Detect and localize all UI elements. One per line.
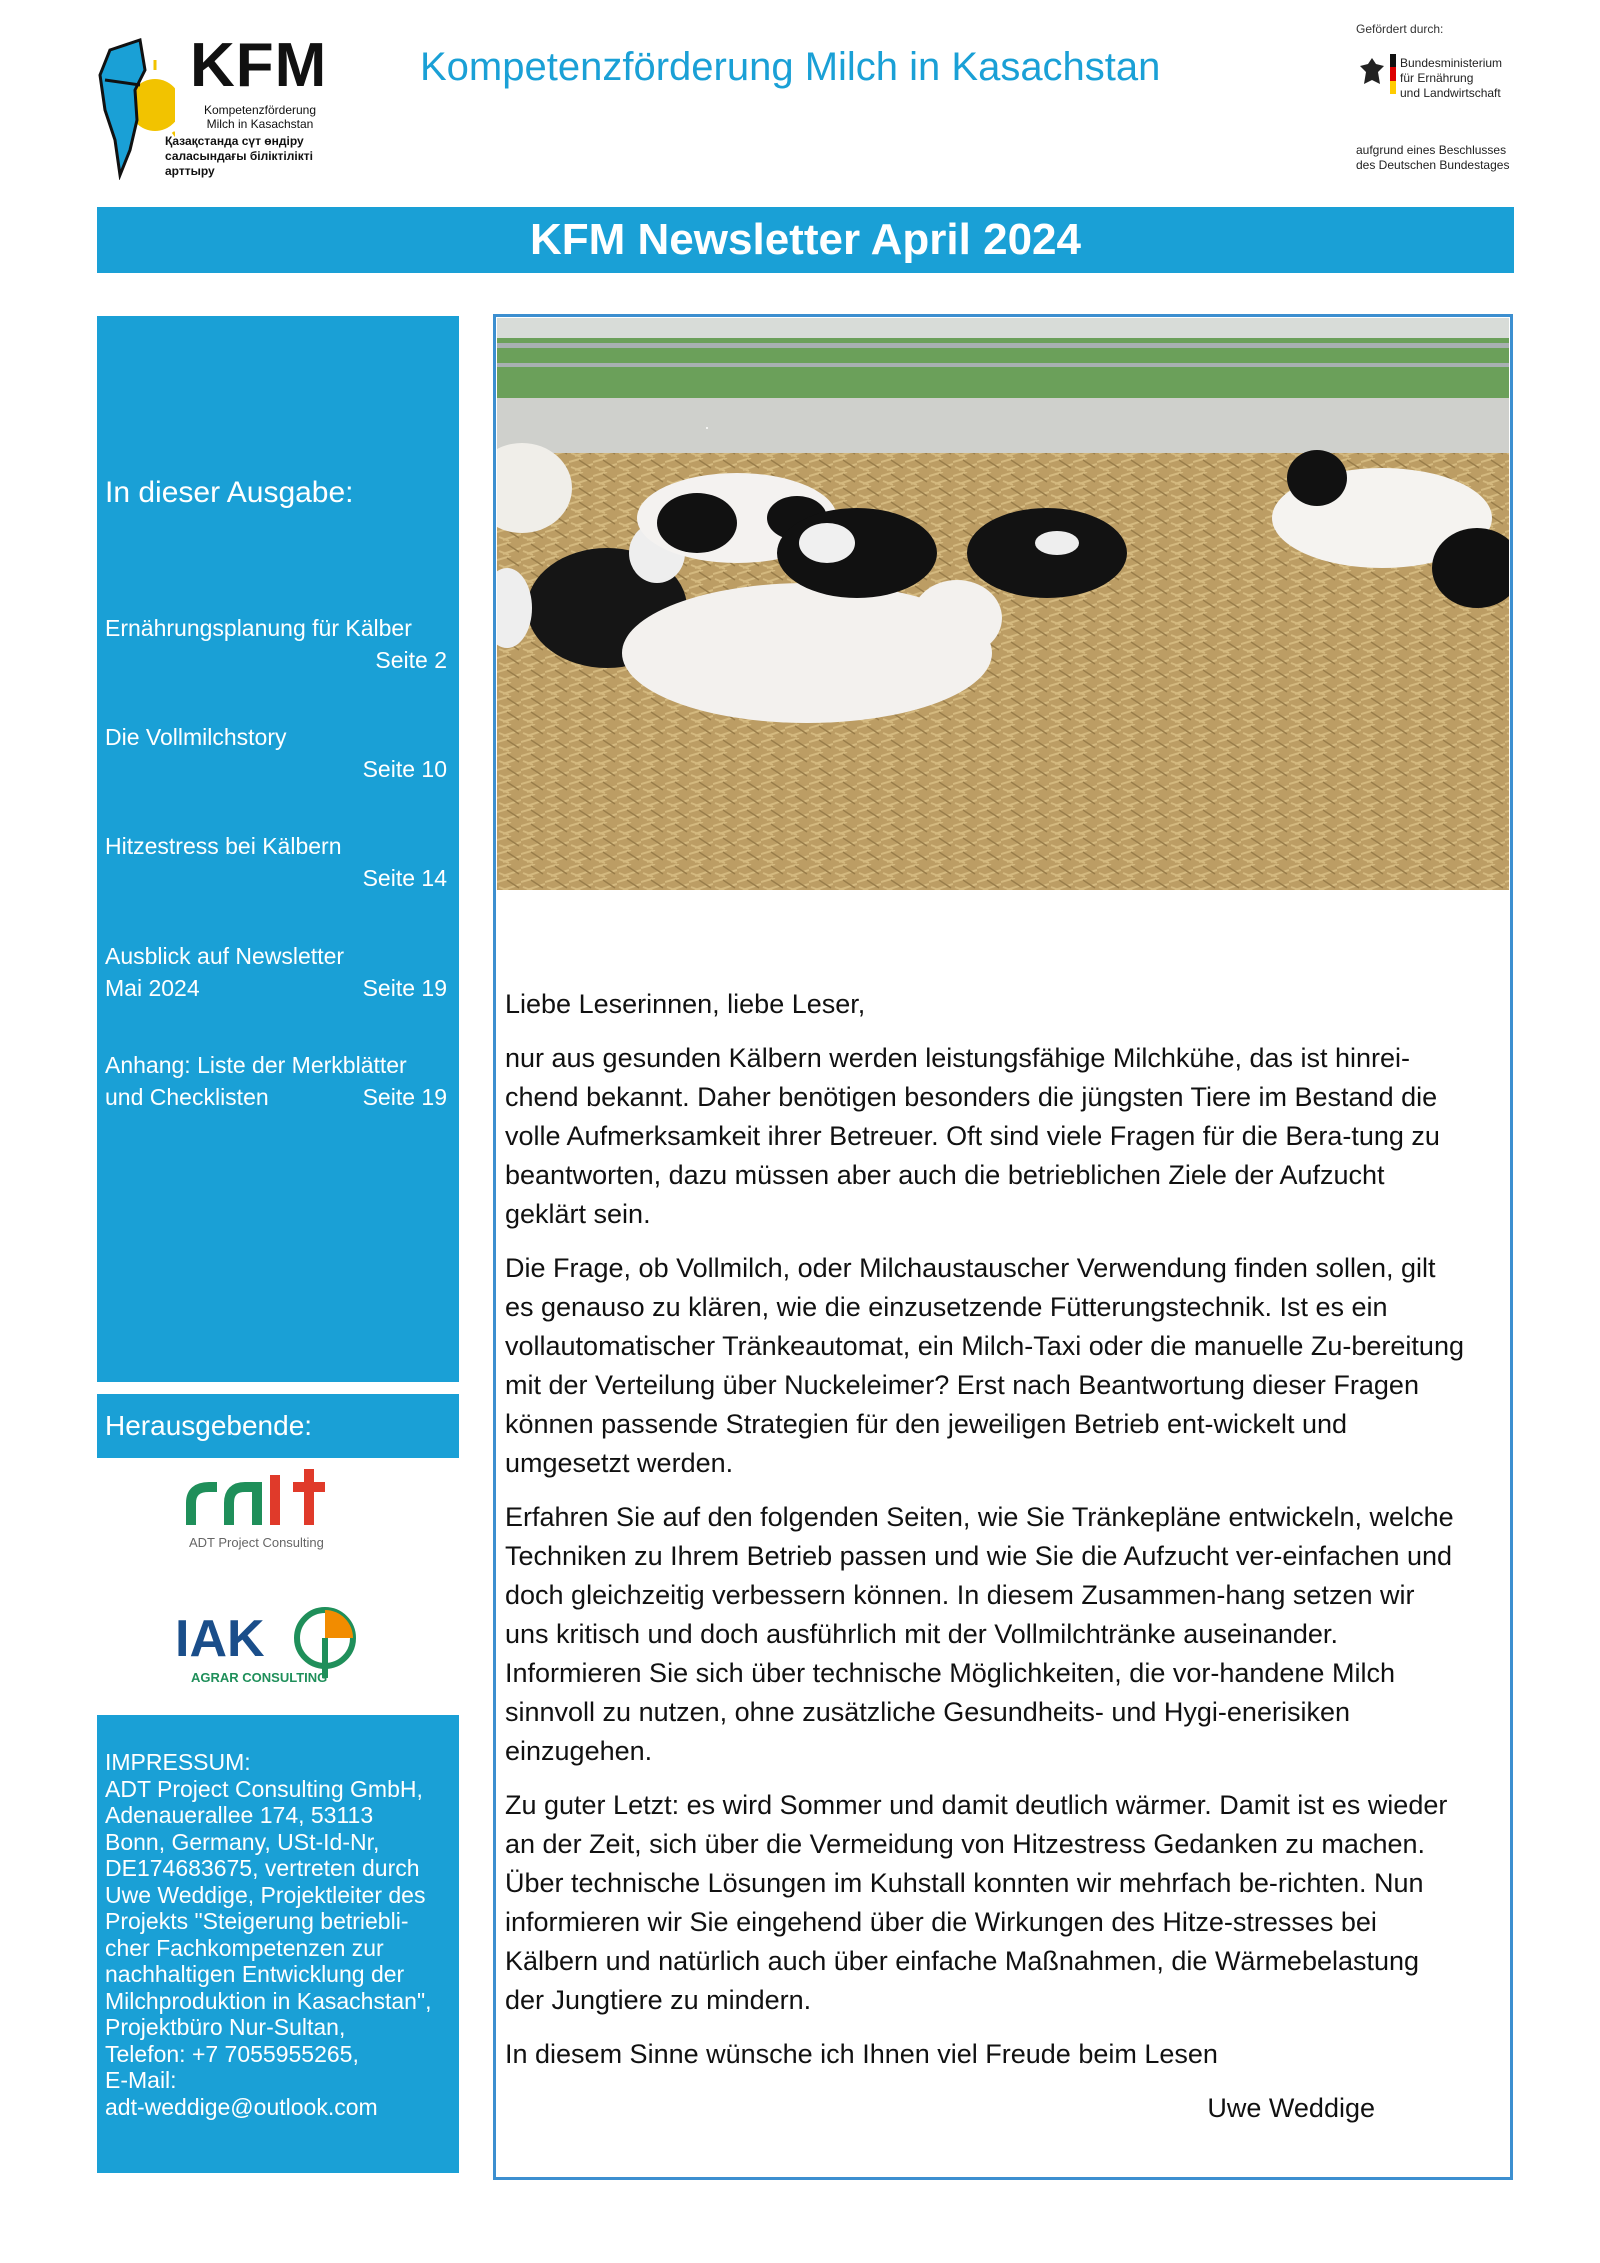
impressum-box <box>97 1715 459 2173</box>
kfm-logo-icon <box>95 30 175 180</box>
newsletter-title-bar <box>97 207 1514 273</box>
toc-item-title[interactable]: Hitzestress bei Kälbern <box>105 833 342 859</box>
toc-item-page[interactable]: Seite 10 <box>362 756 447 782</box>
letter-greeting: Liebe Leserinnen, liebe Leser, <box>505 989 866 1019</box>
toc-item-page[interactable]: Seite 2 <box>375 647 447 673</box>
letter-paragraph: Erfahren Sie auf den folgenden Seiten, wie Sie Tränkepläne entwickeln, welche Techniken zu Ihrem Betrieb passen und wie Sie die Aufzucht ver-einfachen und doch gleichzeitig verbessern können. In diesem Zusammen-hang setzen wir uns kritisch und doch ausführlich mit der Vollmilchtränke auseinander. Informieren Sie sich über technische Möglichkeiten, die vor-handene Milch sinnvoll zu nutzen, ohne zusätzliche Gesundheits- und Hygi-enerisiken einzugehen. <box>505 1502 1454 1766</box>
toc-item-title[interactable]: Die Vollmilchstory <box>105 724 287 750</box>
iak-logo-icon <box>175 1600 365 1690</box>
toc-item-title[interactable]: Anhang: Liste der Merkblätter <box>105 1052 407 1078</box>
iak-logo-sub: AGRAR CONSULTING <box>191 1670 328 1685</box>
iak-logo-label: IAK <box>175 1610 265 1668</box>
toc-item-title-line2[interactable]: Mai 2024 <box>105 975 200 1001</box>
header-title: Kompetenzförderung Milch in Kasachstan <box>420 45 1161 89</box>
editorial-letter <box>505 985 1465 2128</box>
toc-item-title[interactable]: Ausblick auf Newsletter <box>105 943 345 969</box>
adt-logo-icon <box>185 1465 345 1555</box>
ministry-name: Bundesministerium für Ernährung und Landwirtschaft <box>1400 56 1503 100</box>
letter-paragraph: nur aus gesunden Kälbern werden leistungsfähige Milchkühe, das ist hinrei-chend bekannt. Daher benötigen besonders die jüngsten Tiere im Bestand die volle Aufmerksamkeit ihrer Betreuer. Oft sind viele Fragen für die Bera-tung zu beantworten, dazu müssen aber auch die betrieblichen Ziele der Aufzucht geklärt sein. <box>505 1043 1440 1229</box>
letter-paragraph: Die Frage, ob Vollmilch, oder Milchaustauscher Verwendung finden sollen, gilt es genauso zu klären, wie die einzusetzende Fütterungstechnik. Ist es ein vollautomatischer Tränkeautomat, ein Milch-Taxi oder die manuelle Zu-bereitung mit der Verteilung über Nuckeleimer? Erst nach Beantwortung dieser Fragen können passende Strategien für den jeweiligen Betrieb ent-wickelt und umgesetzt werden. <box>505 1253 1464 1478</box>
letter-paragraph: Zu guter Letzt: es wird Sommer und damit deutlich wärmer. Damit ist es wieder an der Zeit, sich über die Vermeidung von Hitzestress Gedanken zu machen. Über technische Lösungen im Kuhstall konnten wir mehrfach be-richten. Nun informieren wir Sie eingehend über die Wirkungen des Hitze-stresses bei Kälbern und natürlich auch über einfache Maßnahmen, die Wärmebelastung der Jungtiere zu mindern. <box>505 1790 1448 2015</box>
impressum-text: IMPRESSUM: ADT Project Consulting GmbH, Adenauerallee 174, 53113 Bonn, Germany, USt-Id-Nr, DE174683675, vertreten durch Uwe Weddige, Projektleiter des Projekts "Steigerung betriebli- cher Fachkompetenzen zur nachhaltigen Entwicklung der Milchproduktion in Kasachstan", Projektbüro Nur-Sultan, Telefon: +7 7055955265, E-Mail: adt-weddige@outlook.com <box>105 1749 455 2120</box>
letter-closing: In diesem Sinne wünsche ich Ihnen viel Freude beim Lesen <box>505 2039 1218 2069</box>
toc-item-page[interactable]: Seite 19 <box>362 975 447 1001</box>
publishers-heading: Herausgebende: <box>105 1410 313 1441</box>
publishers-bar <box>97 1394 459 1458</box>
contents-heading: In dieser Ausgabe: <box>105 476 354 509</box>
toc-item-title-line2[interactable]: und Checklisten <box>105 1084 269 1110</box>
calves-photo <box>497 318 1509 890</box>
toc-item-page[interactable]: Seite 14 <box>362 865 447 891</box>
kfm-logo-text: KFM <box>190 31 328 100</box>
german-flag-icon <box>1390 54 1396 94</box>
toc-item-title[interactable]: Ernährungsplanung für Kälber <box>105 615 412 641</box>
newsletter-title: KFM Newsletter April 2024 <box>530 215 1081 264</box>
federal-eagle-icon <box>1358 54 1386 94</box>
impressum-email[interactable]: adt-weddige@outlook.com <box>105 2093 378 2120</box>
letter-signature: Uwe Weddige <box>1207 2093 1375 2123</box>
logo-subtitle-kz: Қазақстанда сүт өндіру саласындағы біліктілікті арттыру <box>165 134 313 178</box>
toc-item-page[interactable]: Seite 19 <box>362 1084 447 1110</box>
funded-by-label: Gefördert durch: <box>1356 22 1444 36</box>
sidebar-contents <box>97 316 459 1382</box>
adt-logo-label: ADT Project Consulting <box>189 1535 324 1550</box>
logo-subtitle-de: Kompetenzförderung Milch in Kasachstan <box>203 103 317 131</box>
bundestag-note: aufgrund eines Beschlusses des Deutschen Bundestages <box>1356 143 1510 172</box>
